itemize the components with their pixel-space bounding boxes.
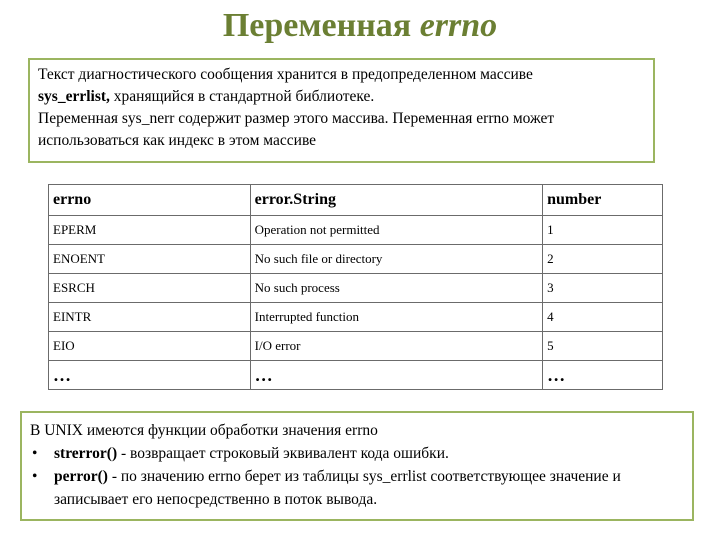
function-list: [30, 442, 684, 511]
title-main: Переменная: [222, 7, 412, 44]
unix-intro: В UNIX имеются функции обработки значения errno: [30, 422, 378, 439]
intro-line-4: использоваться как индекс в этом массиве: [38, 132, 317, 149]
table-row: [49, 332, 663, 361]
list-item: [30, 465, 684, 511]
bullet-icon: •: [32, 445, 38, 462]
cell-errno: EINTR: [49, 303, 251, 332]
page-title: [0, 4, 720, 48]
strerror-desc: - возвращает строковый эквивалент кода ошибки.: [117, 445, 449, 462]
cell-errno: ENOENT: [49, 245, 251, 274]
intro-line-3-b: содержит размер этого массива. Переменная errno может: [174, 110, 555, 127]
cell-error-string: Interrupted function: [250, 303, 542, 332]
cell-number: 3: [543, 274, 663, 303]
table-row: [49, 303, 663, 332]
cell-number: 4: [543, 303, 663, 332]
cell-number: 5: [543, 332, 663, 361]
header-number: number: [543, 185, 663, 216]
cell-error-string: …: [250, 361, 542, 390]
intro-line-2: [38, 86, 645, 108]
cell-number: …: [543, 361, 663, 390]
intro-line-2-rest: хранящийся в стандартной библиотеке.: [109, 88, 375, 105]
unix-functions-box: [20, 411, 694, 521]
cell-error-string: No such file or directory: [250, 245, 542, 274]
title-italic: errno: [419, 7, 498, 44]
sys-errlist-term: sys_errlist,: [38, 88, 110, 105]
intro-line-1: Текст диагностического сообщения хранится в предопределенном массиве: [38, 66, 533, 83]
header-error-string: error.String: [250, 185, 542, 216]
strerror-func: strerror(): [54, 445, 118, 462]
cell-errno: EPERM: [49, 216, 251, 245]
intro-line-3: [38, 108, 645, 130]
bullet-icon: •: [32, 468, 38, 485]
cell-error-string: No such process: [250, 274, 542, 303]
intro-box: [28, 58, 655, 163]
table-row: [49, 216, 663, 245]
table-row: [49, 274, 663, 303]
cell-number: 2: [543, 245, 663, 274]
cell-number: 1: [543, 216, 663, 245]
cell-error-string: I/O error: [250, 332, 542, 361]
cell-errno: ESRCH: [49, 274, 251, 303]
errno-table: [48, 184, 663, 390]
sys-nerr-term: sys_nerr: [121, 110, 175, 127]
cell-errno: …: [49, 361, 251, 390]
intro-line-3-a: Переменная: [38, 110, 122, 127]
header-errno: errno: [49, 185, 251, 216]
table-header-row: [49, 185, 663, 216]
cell-error-string: Operation not permitted: [250, 216, 542, 245]
perror-func: perror(): [54, 468, 108, 485]
table-row-ellipsis: [49, 361, 663, 390]
perror-desc: - по значению errno берет из таблицы sys_errlist соответствующее значение и записывает его непосредственно в поток вывода.: [54, 468, 621, 508]
cell-errno: EIO: [49, 332, 251, 361]
table-row: [49, 245, 663, 274]
list-item: [30, 442, 684, 465]
